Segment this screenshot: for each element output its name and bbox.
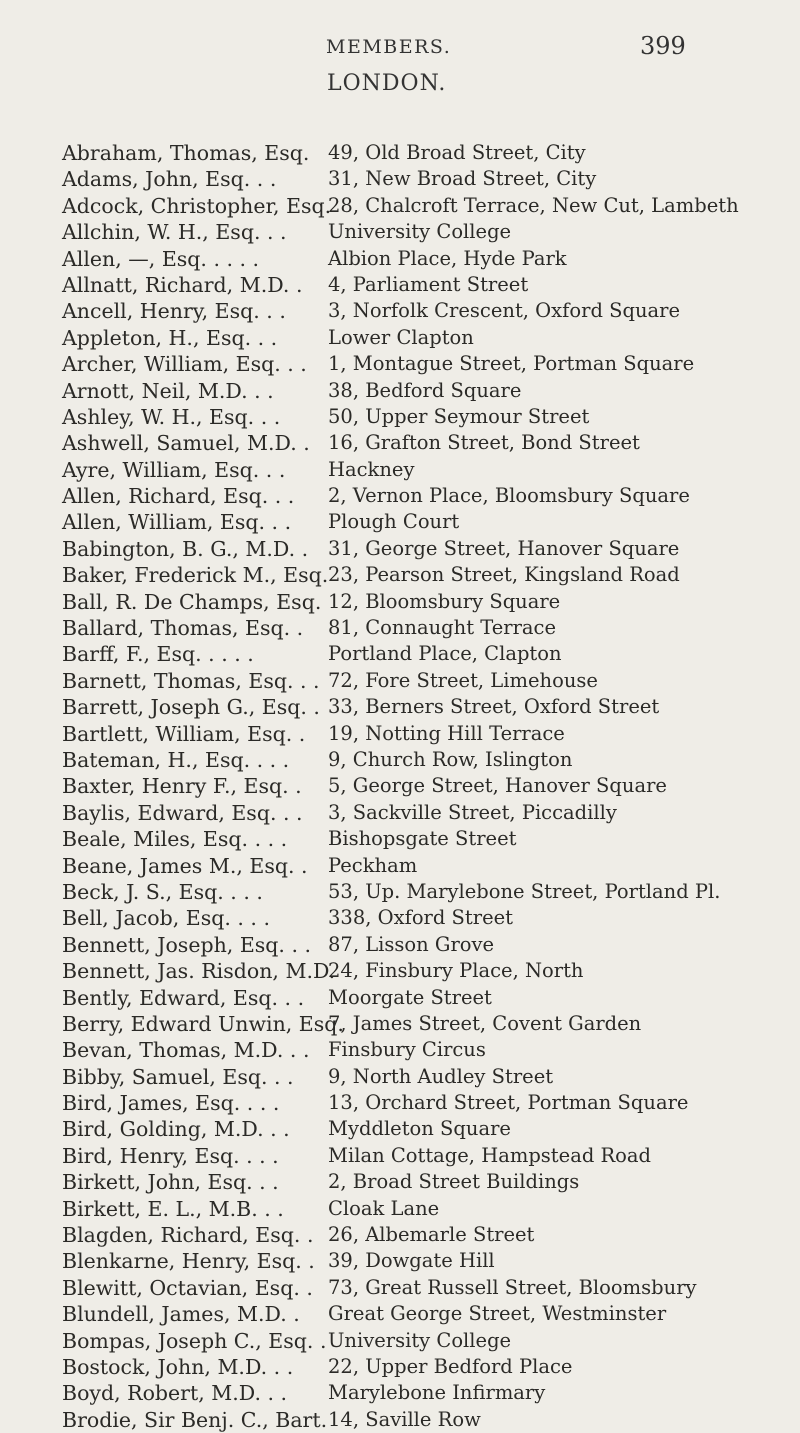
member-row	[0, 694, 800, 720]
member-address: 3, Sackville Street, Piccadilly	[328, 800, 617, 824]
member-row	[0, 1354, 800, 1380]
member-row	[0, 1143, 800, 1169]
member-name: Ashwell, Samuel, M.D. .	[62, 431, 310, 456]
page-number: 399	[640, 32, 686, 60]
member-address: 12, Bloomsbury Square	[328, 589, 561, 613]
member-row	[0, 1328, 800, 1354]
member-address: 19, Notting Hill Terrace	[328, 721, 565, 745]
member-name: Bird, James, Esq. . . .	[62, 1091, 280, 1116]
member-name: Adcock, Christopher, Esq.	[62, 193, 332, 218]
member-row	[0, 1169, 800, 1195]
member-row	[0, 879, 800, 905]
member-row	[0, 351, 800, 377]
member-name: Bostock, John, M.D. . .	[62, 1354, 294, 1379]
member-address: 49, Old Broad Street, City	[328, 141, 586, 164]
member-name: Bartlett, William, Esq. .	[62, 721, 306, 746]
member-name: Birkett, E. L., M.B. . .	[62, 1196, 284, 1221]
member-name: Beane, James M., Esq. .	[62, 853, 308, 878]
member-row	[0, 932, 800, 958]
member-address: University College	[328, 1328, 512, 1352]
member-name: Appleton, H., Esq. . .	[62, 325, 278, 350]
member-row	[0, 166, 800, 192]
member-row	[0, 562, 800, 588]
member-row	[0, 721, 800, 747]
member-row	[0, 589, 800, 615]
member-name: Bompas, Joseph C., Esq. .	[62, 1328, 327, 1353]
member-name: Bennett, Joseph, Esq. . .	[62, 932, 312, 957]
member-row	[0, 457, 800, 483]
member-row	[0, 246, 800, 272]
member-address: 50, Upper Seymour Street	[328, 404, 590, 428]
member-name: Blagden, Richard, Esq. .	[62, 1223, 314, 1248]
member-row	[0, 404, 800, 430]
member-address: Albion Place, Hyde Park	[328, 246, 567, 270]
member-name: Baker, Frederick M., Esq.	[62, 563, 329, 588]
member-address: 31, New Broad Street, City	[328, 167, 597, 191]
member-address: 81, Connaught Terrace	[328, 616, 557, 640]
member-name: Blenkarne, Henry, Esq. .	[62, 1249, 315, 1274]
member-address: University College	[328, 220, 512, 244]
member-address: 22, Upper Bedford Place	[328, 1354, 573, 1378]
member-address: Peckham	[328, 853, 418, 877]
member-row	[0, 668, 800, 694]
member-address: 3, Norfolk Crescent, Oxford Square	[328, 299, 681, 323]
member-name: Allen, —, Esq. . . . .	[62, 246, 260, 271]
member-name: Ancell, Henry, Esq. . .	[62, 299, 286, 324]
member-address: 2, Vernon Place, Bloomsbury Square	[328, 484, 690, 508]
member-address: 7, James Street, Covent Garden	[328, 1011, 642, 1035]
member-row	[0, 1301, 800, 1327]
member-address: 2, Broad Street Buildings	[328, 1170, 580, 1194]
member-row	[0, 958, 800, 984]
member-name: Bibby, Samuel, Esq. . .	[62, 1064, 294, 1089]
member-row	[0, 509, 800, 535]
member-name: Barrett, Joseph G., Esq. .	[62, 695, 320, 720]
member-name: Archer, William, Esq. . .	[62, 352, 307, 377]
member-row	[0, 1064, 800, 1090]
member-name: Bell, Jacob, Esq. . . .	[62, 906, 270, 931]
member-address: Marylebone Infirmary	[328, 1381, 546, 1405]
member-row	[0, 1275, 800, 1301]
member-row	[0, 1090, 800, 1116]
member-row	[0, 800, 800, 826]
member-name: Baxter, Henry F., Esq. .	[62, 774, 302, 799]
member-address: Lower Clapton	[328, 325, 474, 349]
member-name: Birkett, John, Esq. . .	[62, 1170, 279, 1195]
member-address: 9, Church Row, Islington	[328, 747, 573, 771]
member-name: Allchin, W. H., Esq. . .	[62, 220, 287, 245]
member-name: Bently, Edward, Esq. . .	[62, 985, 305, 1010]
member-address: 9, North Audley Street	[328, 1064, 554, 1088]
member-row	[0, 1222, 800, 1248]
member-row	[0, 747, 800, 773]
member-name: Abraham, Thomas, Esq.	[62, 141, 310, 165]
member-address: 38, Bedford Square	[328, 378, 522, 402]
member-row	[0, 483, 800, 509]
member-address: 73, Great Russell Street, Bloomsbury	[328, 1275, 697, 1299]
member-name: Adams, John, Esq. . .	[62, 167, 277, 192]
member-row	[0, 1380, 800, 1406]
member-address: 24, Finsbury Place, North	[328, 959, 584, 983]
member-list	[0, 140, 800, 1433]
member-address: 72, Fore Street, Limehouse	[328, 668, 598, 692]
member-name: Bird, Golding, M.D. . .	[62, 1117, 290, 1142]
member-row	[0, 1037, 800, 1063]
member-address: Moorgate Street	[328, 985, 492, 1009]
member-address: 39, Dowgate Hill	[328, 1249, 495, 1273]
member-row	[0, 1011, 800, 1037]
member-name: Babington, B. G., M.D. .	[62, 536, 309, 561]
member-row	[0, 298, 800, 324]
member-row	[0, 536, 800, 562]
member-name: Ballard, Thomas, Esq. .	[62, 616, 304, 641]
member-row	[0, 1196, 800, 1222]
page-header	[0, 32, 800, 96]
member-name: Blundell, James, M.D. .	[62, 1302, 300, 1327]
member-name: Arnott, Neil, M.D. . .	[62, 378, 274, 403]
member-address: Finsbury Circus	[328, 1038, 486, 1062]
member-row	[0, 140, 800, 166]
member-address: 338, Oxford Street	[328, 906, 513, 930]
member-address: 33, Berners Street, Oxford Street	[328, 695, 660, 719]
member-name: Beale, Miles, Esq. . . .	[62, 827, 288, 852]
member-row	[0, 1116, 800, 1142]
member-name: Beck, J. S., Esq. . . .	[62, 879, 263, 904]
member-row	[0, 985, 800, 1011]
member-name: Brodie, Sir Benj. C., Bart.	[62, 1407, 328, 1432]
member-name: Allen, Richard, Esq. . .	[62, 484, 295, 509]
member-row	[0, 826, 800, 852]
member-address: Plough Court	[328, 510, 460, 534]
member-row	[0, 1407, 800, 1433]
member-address: 31, George Street, Hanover Square	[328, 536, 680, 560]
member-address: 5, George Street, Hanover Square	[328, 774, 667, 798]
member-name: Barff, F., Esq. . . . .	[62, 642, 254, 667]
member-address: 53, Up. Marylebone Street, Portland Pl.	[328, 879, 721, 903]
member-name: Barnett, Thomas, Esq. . .	[62, 668, 320, 693]
section-title: LONDON.	[327, 71, 447, 96]
member-row	[0, 853, 800, 879]
member-address: 13, Orchard Street, Portman Square	[328, 1091, 689, 1115]
member-address: Cloak Lane	[328, 1196, 440, 1220]
member-name: Boyd, Robert, M.D. . .	[62, 1381, 288, 1406]
member-row	[0, 272, 800, 298]
member-row	[0, 773, 800, 799]
member-name: Baylis, Edward, Esq. . .	[62, 800, 303, 825]
member-address: 16, Grafton Street, Bond Street	[328, 431, 640, 455]
member-row	[0, 1248, 800, 1274]
member-address: 23, Pearson Street, Kingsland Road	[328, 563, 680, 587]
member-name: Ayre, William, Esq. . .	[62, 457, 286, 482]
member-address: 1, Montague Street, Portman Square	[328, 352, 695, 376]
member-row	[0, 905, 800, 931]
member-name: Blewitt, Octavian, Esq. .	[62, 1275, 313, 1300]
member-address: 14, Saville Row	[328, 1407, 481, 1431]
member-row	[0, 219, 800, 245]
member-name: Bevan, Thomas, M.D. . .	[62, 1038, 310, 1063]
member-address: Milan Cottage, Hampstead Road	[328, 1143, 652, 1167]
member-address: Hackney	[328, 457, 415, 481]
member-name: Ashley, W. H., Esq. . .	[62, 404, 281, 429]
member-name: Bennett, Jas. Risdon, M.D.	[62, 959, 336, 984]
member-name: Allen, William, Esq. . .	[62, 510, 292, 535]
member-name: Ball, R. De Champs, Esq.	[62, 589, 322, 614]
member-address: 4, Parliament Street	[328, 272, 529, 296]
member-row	[0, 641, 800, 667]
member-name: Bateman, H., Esq. . . .	[62, 747, 290, 772]
member-name: Allnatt, Richard, M.D. .	[62, 272, 303, 297]
member-address: Portland Place, Clapton	[328, 642, 562, 666]
member-address: 87, Lisson Grove	[328, 932, 495, 956]
member-address: Myddleton Square	[328, 1117, 511, 1141]
member-row	[0, 615, 800, 641]
member-address: 26, Albemarle Street	[328, 1223, 535, 1247]
member-row	[0, 325, 800, 351]
member-row	[0, 193, 800, 219]
member-address: Bishopsgate Street	[328, 827, 517, 851]
running-head: MEMBERS.	[326, 36, 452, 58]
member-address: 28, Chalcroft Terrace, New Cut, Lambeth	[328, 193, 739, 217]
member-row	[0, 430, 800, 456]
member-name: Bird, Henry, Esq. . . .	[62, 1143, 279, 1168]
member-name: Berry, Edward Unwin, Esq.	[62, 1011, 344, 1036]
member-address: Great George Street, Westminster	[328, 1302, 667, 1326]
member-row	[0, 378, 800, 404]
